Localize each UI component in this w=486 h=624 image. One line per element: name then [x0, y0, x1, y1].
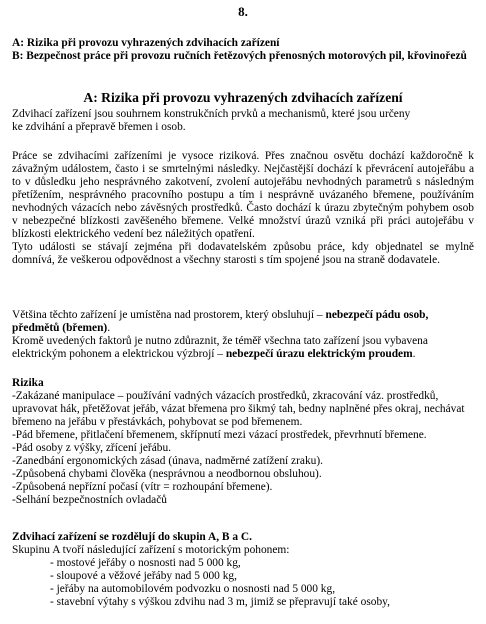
paragraph-4-end: .: [412, 348, 416, 360]
risk-item: -Zanedbání ergonomických zásad (únava, nadměrné zatížení zraku).: [12, 455, 323, 467]
toc-item-a: A: Rizika při provozu vyhrazených zdvihacích zařízení: [12, 37, 280, 49]
paragraph-3-end: .: [107, 322, 111, 334]
groups-intro: Skupinu A tvoří následující zařízení s motorickým pohonem:: [12, 544, 290, 556]
groups-section: [12, 531, 474, 609]
intro-line-1: Zdvihací zařízení jsou souhrnem konstrukčních prvků a mechanismů, které jsou určeny: [12, 108, 411, 120]
page-number: 8.: [238, 4, 248, 19]
risk-item: -Způsobená chybami člověka (nesprávnou a neodbornou obsluhou).: [12, 468, 322, 480]
table-of-contents: [12, 37, 474, 63]
toc-item-b: B: Bezpečnost práce při provozu ručních řetězových přenosných motorových pil, křovinořezů: [12, 50, 467, 62]
paragraph-1: Práce se zdvihacími zařízeními je vysoce riziková. Přes značnou osvětu dochází každoročně k závažným událostem, často i se smrtelnými následky. Nejčastější dochází k převrácení autojeřábu a to v důsledku jeho nesprávného zakotvení, zvolení autojeřábu nevhodných parametrů s následným přetížením, nesprávného pracovního postupu a tím i nesprávně uvázaného břemene, používáním nevhodných vázacích nebo závěsných prostředků. Často dochází k úrazu zbytečným pohybem osob v nebezpečné blízkosti zavěšeného břemene. Velké množství úrazů vzniká při práci autojeřábu v blízkosti elektrického vedení bez náležitých opatření.: [12, 150, 474, 240]
paragraph-3: [12, 309, 474, 335]
paragraph-hazards: [12, 150, 474, 267]
risk-item: -Pád břemene, přitlačení břemenem, skřípnutí mezi vázací prostředek, převrhnutí břemene.: [12, 429, 427, 441]
group-a-item: - jeřáby na automobilovém podvozku o nosnosti nad 5 000 kg,: [50, 583, 336, 595]
section-title: A: Rizika při provozu vyhrazených zdvihacích zařízení: [83, 90, 403, 105]
risk-item: -Zakázané manipulace – používání vadných vázacích prostředků, zkracování váz. prostředků, upravovat hák, přetěžovat jeřáb, vázat břemena pro šikmý tah, bedny naplněné přes okraj, nechávat břemeno na jeřábu v přestávkách, pohybovat se pod břemenem.: [12, 390, 465, 428]
group-a-item: - sloupové a věžové jeřáby nad 5 000 kg,: [50, 570, 237, 582]
intro-paragraph: [12, 108, 474, 134]
risks-heading: Rizika: [12, 377, 44, 389]
group-a-item: - stavební výtahy s výškou zdvihu nad 3 m, jimiž se přepravují také osoby,: [50, 596, 390, 608]
risk-item: -Pád osoby z výšky, zřícení jeřábu.: [12, 442, 172, 454]
risk-item: -Selhání bezpečnostních ovladačů: [12, 494, 167, 506]
paragraph-warnings: [12, 309, 474, 361]
group-a-item: - mostové jeřáby o nosnosti nad 5 000 kg,: [50, 557, 241, 569]
falling-hazard-warning: nebezpečí pádu osob, předmětů (břemen): [12, 309, 429, 334]
intro-line-2: ke zdvihání a přepravě břemen i osob.: [12, 121, 186, 133]
paragraph-4: [12, 335, 474, 361]
paragraph-4-text: Kromě uvedených faktorů je nutno zdůraznit, že téměř všechna tato zařízení jsou vybavena elektrickým pohonem a elektrickou výzbrojí –: [12, 335, 428, 360]
risks-section: [12, 377, 474, 507]
paragraph-2: Tyto události se stávají zejména při dodavatelském způsobu práce, kdy objednatel se mylně domnívá, že veškerou odpovědnost a všechny starosti s tím spojené jsou na straně dodavatele.: [12, 241, 474, 266]
electric-hazard-warning: nebezpečí úrazu elektrickým proudem: [225, 348, 413, 360]
groups-heading: Zdvihací zařízení se rozdělují do skupin A, B a C.: [12, 531, 252, 543]
risk-item: -Způsobená nepřízní počasí (vítr = rozhoupání břemene).: [12, 481, 273, 493]
paragraph-3-text: Většina těchto zařízení je umístěna nad prostorem, který obsluhují –: [12, 309, 323, 321]
